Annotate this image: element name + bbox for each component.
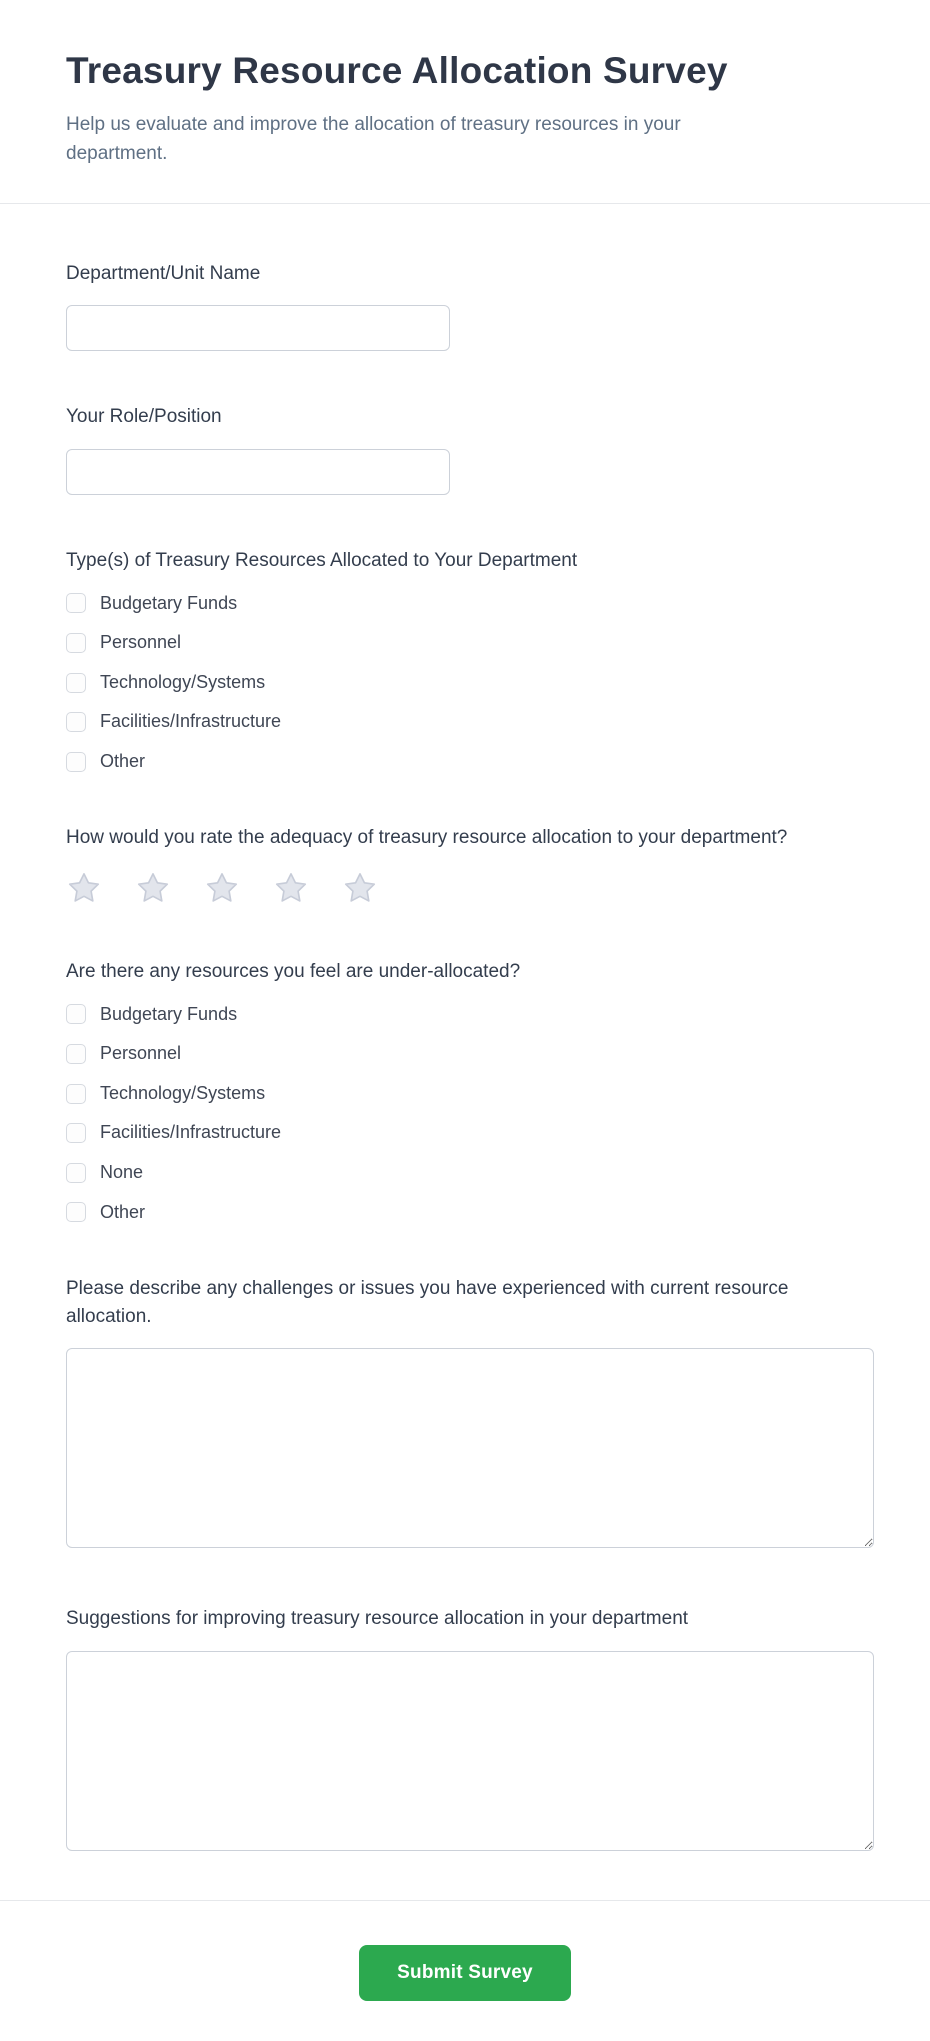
checkbox-label: Technology/Systems: [100, 1082, 266, 1103]
checkbox-label: Facilities/Infrastructure: [100, 711, 282, 732]
role-input[interactable]: [66, 449, 450, 495]
department-label: Department/Unit Name: [66, 262, 261, 284]
checkbox-option-personnel[interactable]: [66, 632, 874, 654]
field-role: [66, 403, 874, 495]
checkbox[interactable]: [66, 752, 86, 772]
checkbox-option-none[interactable]: [66, 1162, 874, 1184]
checkbox[interactable]: [66, 1123, 86, 1143]
checkbox-option-technology-systems[interactable]: [66, 1083, 874, 1105]
survey-form: [0, 204, 930, 1856]
field-under-allocated: [66, 958, 874, 1223]
field-suggestions: [66, 1605, 874, 1856]
under-allocated-label: Are there any resources you feel are under-allocated?: [66, 961, 521, 983]
checkbox-label: Other: [100, 1201, 146, 1222]
checkbox-label: Technology/Systems: [100, 671, 266, 692]
checkbox[interactable]: [66, 633, 86, 653]
checkbox[interactable]: [66, 673, 86, 693]
star-icon[interactable]: [342, 870, 378, 906]
checkbox[interactable]: [66, 1004, 86, 1024]
checkbox-label: Facilities/Infrastructure: [100, 1122, 282, 1143]
checkbox-option-budgetary-funds[interactable]: [66, 1004, 874, 1026]
checkbox-option-budgetary-funds[interactable]: [66, 593, 874, 615]
checkbox-option-personnel[interactable]: [66, 1043, 874, 1065]
checkbox-label: Other: [100, 750, 146, 771]
checkbox-option-facilities-infrastructure[interactable]: [66, 1122, 874, 1144]
department-input[interactable]: [66, 305, 450, 351]
checkbox-label: Personnel: [100, 632, 182, 653]
adequacy-rating-label: How would you rate the adequacy of treasury resource allocation to your department?: [66, 827, 788, 849]
page-title: Treasury Resource Allocation Survey: [66, 50, 728, 91]
survey-header: [0, 0, 930, 203]
form-footer: [0, 1901, 930, 2001]
star-icon[interactable]: [273, 870, 309, 906]
checkbox[interactable]: [66, 1044, 86, 1064]
star-rating: [66, 870, 874, 906]
checkbox-label: Budgetary Funds: [100, 1003, 238, 1024]
field-adequacy-rating: [66, 824, 874, 906]
checkbox-option-facilities-infrastructure[interactable]: [66, 711, 874, 733]
checkbox[interactable]: [66, 1084, 86, 1104]
checkbox-label: Personnel: [100, 1043, 182, 1064]
suggestions-textarea[interactable]: [66, 1651, 874, 1851]
star-icon[interactable]: [204, 870, 240, 906]
checkbox[interactable]: [66, 712, 86, 732]
checkbox-label: None: [100, 1161, 144, 1182]
submit-button[interactable]: Submit Survey: [359, 1945, 571, 2001]
checkbox-option-technology-systems[interactable]: [66, 672, 874, 694]
challenges-label: Please describe any challenges or issues you have experienced with current resource allocation.: [66, 1278, 789, 1327]
checkbox-option-other[interactable]: [66, 751, 874, 773]
checkbox-option-other[interactable]: [66, 1202, 874, 1224]
resource-types-label: Type(s) of Treasury Resources Allocated to Your Department: [66, 549, 578, 571]
page-subtitle: Help us evaluate and improve the allocation of treasury resources in your department.: [66, 114, 681, 165]
star-icon[interactable]: [66, 870, 102, 906]
field-challenges: [66, 1275, 874, 1553]
field-department: [66, 260, 874, 352]
checkbox[interactable]: [66, 1202, 86, 1222]
field-resource-types: [66, 547, 874, 773]
challenges-textarea[interactable]: [66, 1348, 874, 1548]
suggestions-label: Suggestions for improving treasury resource allocation in your department: [66, 1608, 689, 1630]
checkbox[interactable]: [66, 1163, 86, 1183]
star-icon[interactable]: [135, 870, 171, 906]
role-label: Your Role/Position: [66, 406, 222, 428]
checkbox[interactable]: [66, 593, 86, 613]
checkbox-label: Budgetary Funds: [100, 592, 238, 613]
